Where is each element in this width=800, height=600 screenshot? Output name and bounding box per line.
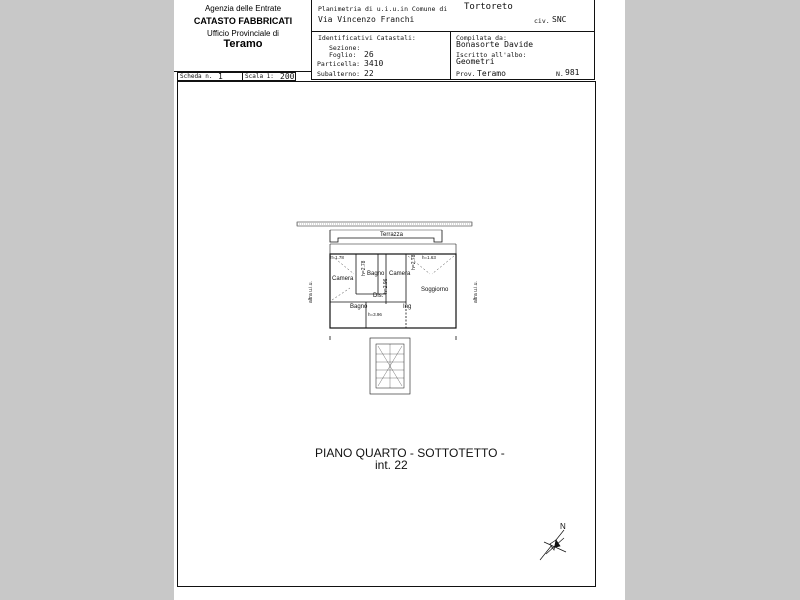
compass-north-label: N (560, 522, 566, 531)
office-label: Ufficio Provinciale di (207, 29, 279, 38)
scheda-label: Scheda n. (180, 73, 213, 80)
agency-block (174, 0, 312, 72)
compass-rose-icon (534, 522, 578, 566)
floor-plan (292, 214, 492, 404)
prov-label: Prov. (456, 70, 476, 78)
room-soggiorno: Soggiorno (421, 287, 449, 293)
compiler-block (450, 31, 595, 80)
sezione-label: Sezione: (329, 44, 361, 52)
particella-value: 3410 (364, 59, 384, 68)
foglio-value: 26 (364, 50, 374, 59)
n-label: N. (556, 70, 564, 78)
floor-title: PIANO QUARTO - SOTTOTETTO - (315, 446, 505, 460)
agency-name: Agenzia delle Entrate (204, 4, 282, 13)
room-dis: Dis. (373, 293, 384, 299)
identifiers-block (311, 31, 451, 80)
room-bagno-bottom: Bagno (350, 304, 368, 310)
registry-name: CATASTO FABBRICATI (193, 16, 293, 26)
scala-label: Scala 1: (245, 73, 274, 80)
subalterno-label: Subalterno: (317, 70, 361, 78)
civ-label: civ. (534, 17, 550, 25)
height-right: h=1.63 (422, 255, 436, 260)
register-label: Iscritto all'albo: (456, 51, 527, 59)
foglio-label: Foglio: (329, 51, 357, 59)
comune-value: Tortoreto (464, 2, 513, 12)
side-label-left: altra u.i.u. (308, 281, 314, 303)
prov-value: Teramo (477, 69, 506, 78)
floor-interior: int. 22 (375, 458, 408, 472)
height-left: h=1.78 (330, 255, 344, 260)
register-value: Geometri (456, 57, 495, 66)
subalterno-value: 22 (364, 69, 374, 78)
room-ing: Ing (403, 304, 412, 310)
n-value: 981 (565, 68, 580, 77)
room-bagno-top: Bagno (367, 271, 385, 277)
scala-value: 200 (280, 72, 295, 81)
room-camera-left: Camera (332, 276, 354, 282)
cadastral-sheet (174, 0, 625, 600)
scheda-cell (177, 72, 243, 81)
plan-label: Planimetria di u.i.u.in Comune di (318, 5, 448, 13)
room-camera-mid: Camera (389, 271, 411, 277)
height-bottom: h=3.96 (368, 312, 382, 317)
civ-value: SNC (552, 15, 567, 24)
province-name: Teramo (223, 38, 263, 50)
particella-label: Particella: (317, 60, 361, 68)
height-vertical-3: h=2.78 (411, 254, 417, 270)
room-terrazza: Terrazza (380, 232, 404, 238)
address-value: Via Vincenzo Franchi (318, 15, 415, 24)
identifiers-title: Identificativi Catastali: (318, 34, 416, 42)
height-vertical-2: h=2.96 (383, 278, 389, 294)
scheda-value: 1 (218, 72, 223, 81)
side-label-right: altra u.i.u. (473, 281, 479, 303)
unit-block (311, 0, 595, 32)
scala-cell (242, 72, 296, 81)
compiled-label: Compilata da: (456, 34, 507, 42)
height-vertical-1: h=2.78 (361, 260, 367, 276)
compiler-name: Bonasorte Davide (456, 40, 534, 49)
